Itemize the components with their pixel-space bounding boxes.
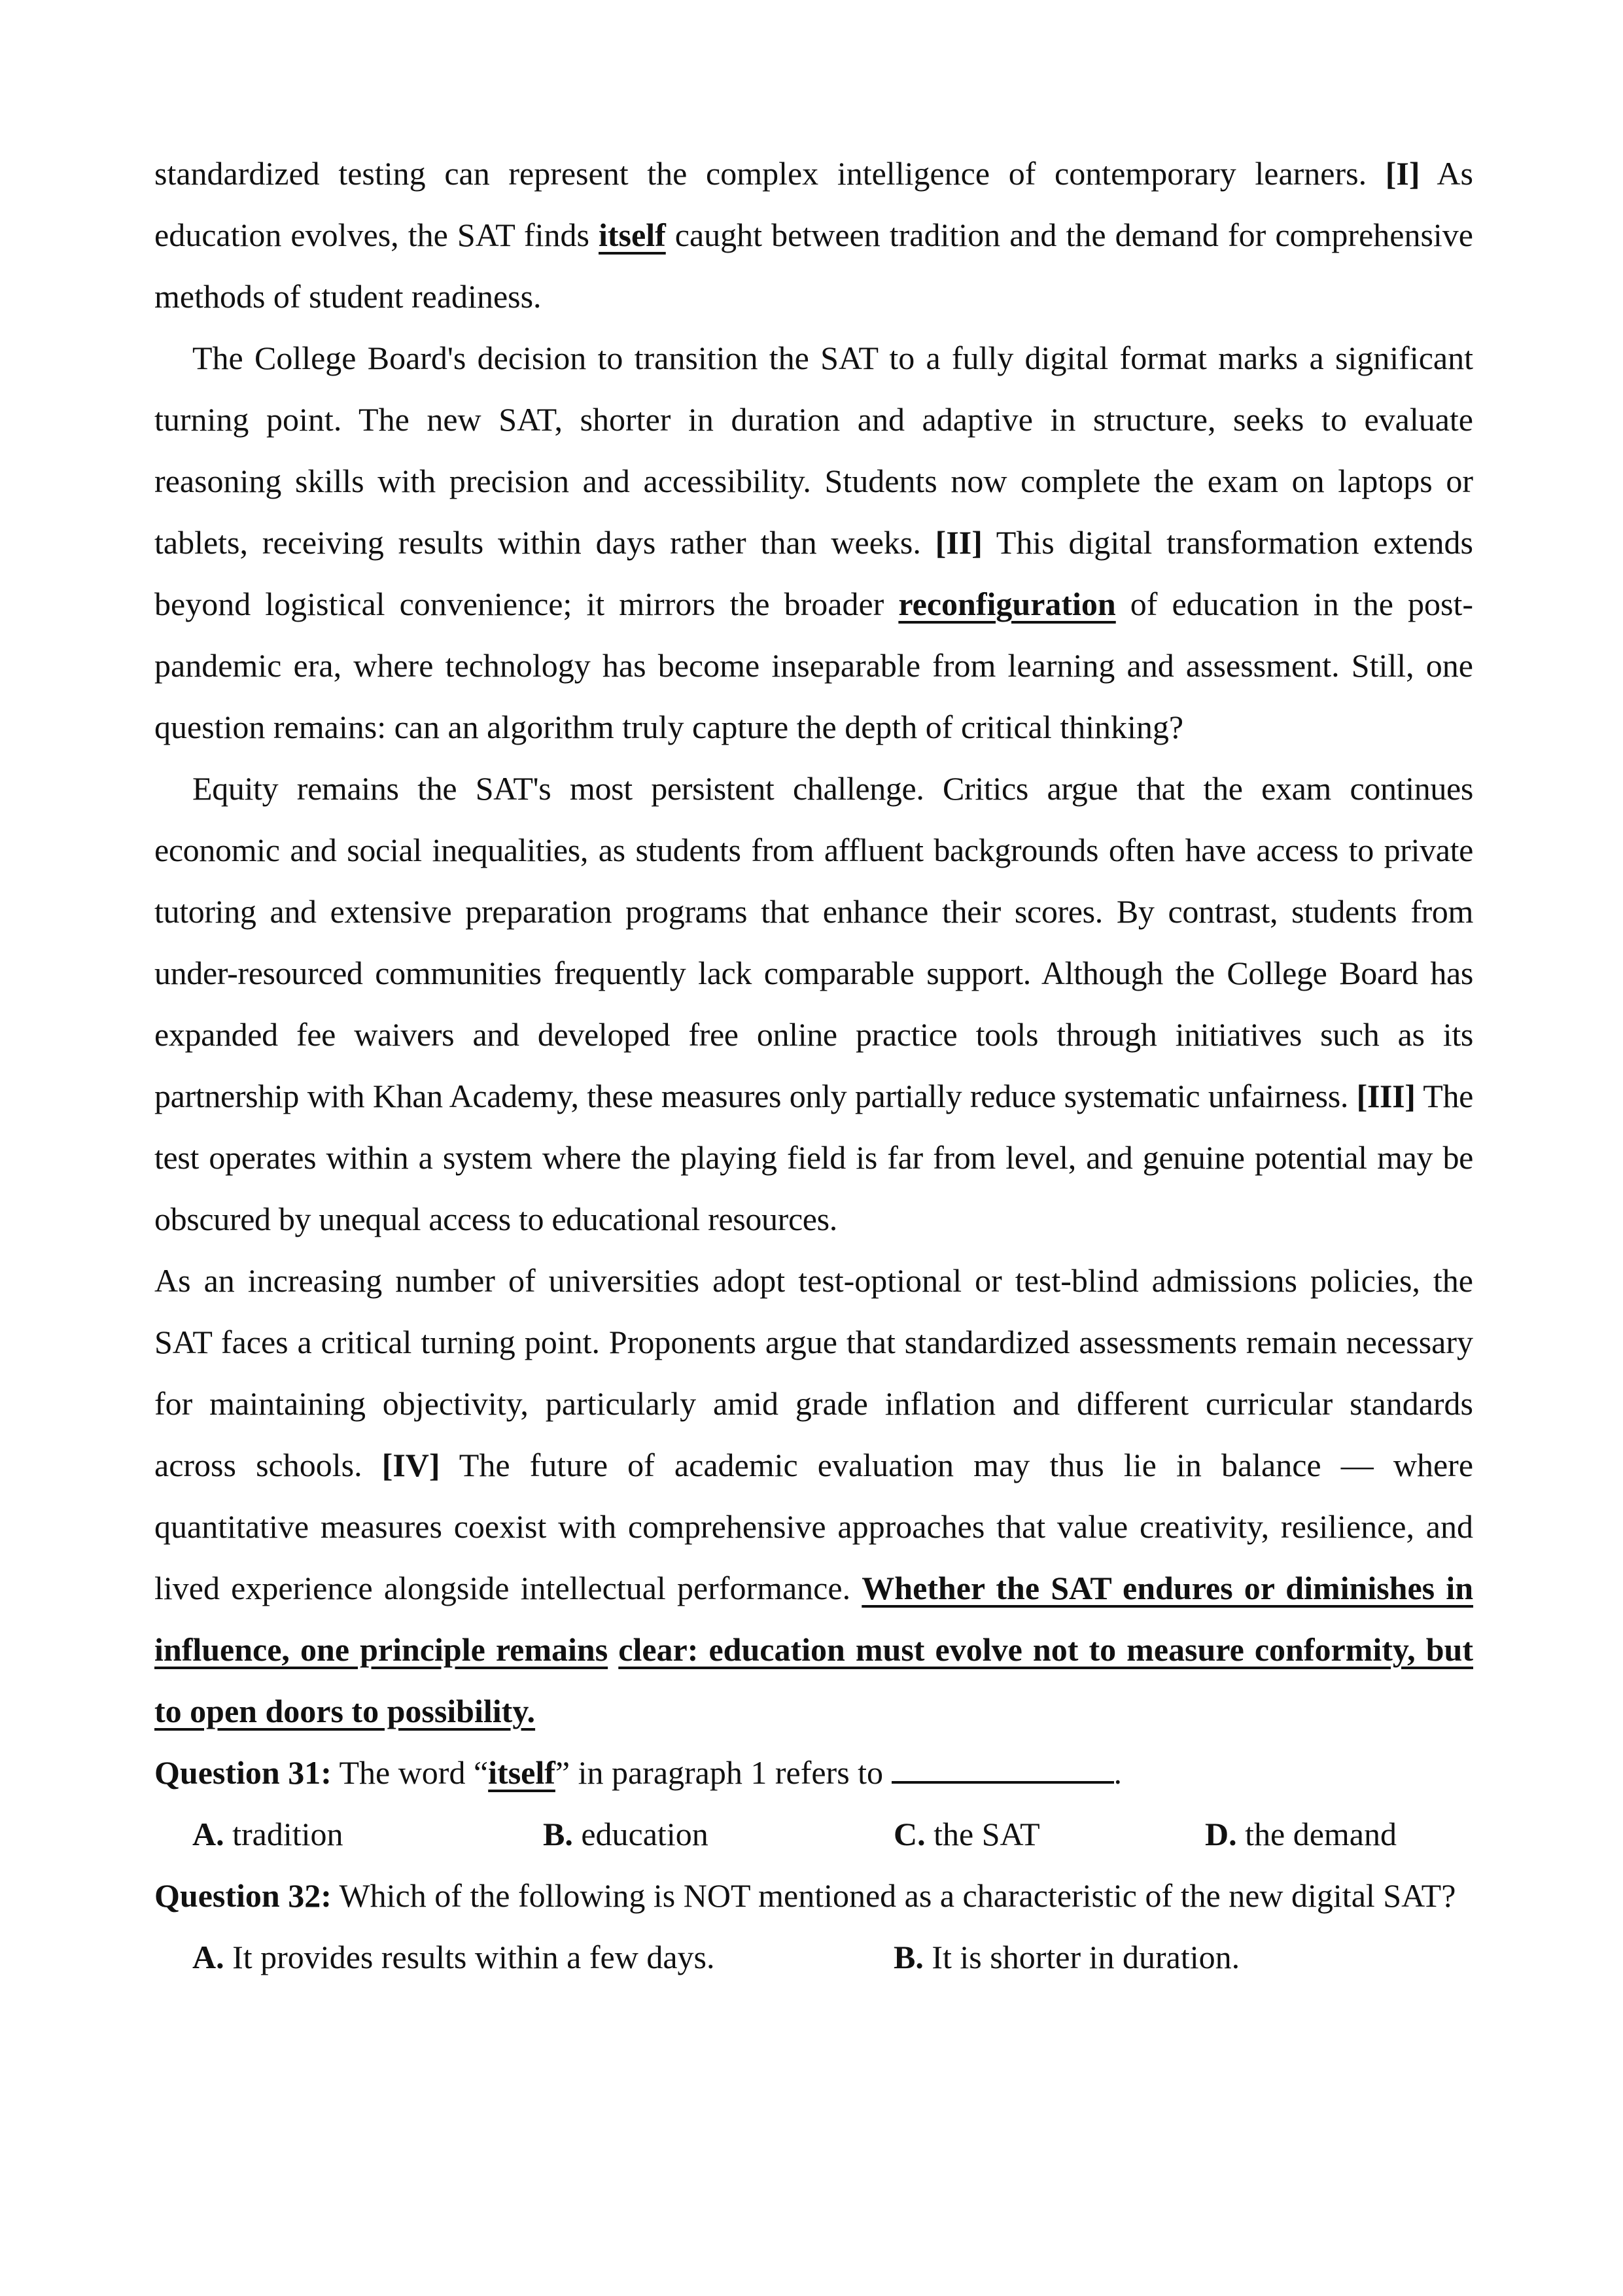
option-31-a[interactable]: [192, 1803, 343, 1865]
paragraph-4-text-a: As an increasing number of universities adopt test-optional or test-blind admissions policies, the SAT faces a critical turning point. Proponents argue that standardized assessments remain necessary for maintaining objectivity, particularly amid grade inflation and different curricular standards across schools.: [154, 1262, 1473, 1483]
option-31-d[interactable]: [1205, 1803, 1397, 1865]
option-text: education: [572, 1816, 708, 1852]
question-31-label: Question 31:: [154, 1754, 332, 1791]
highlight-gap: [608, 1631, 618, 1668]
option-letter: B.: [894, 1939, 924, 1975]
marker-i: [I]: [1385, 155, 1420, 192]
question-32-label: Question 32:: [154, 1877, 332, 1914]
paragraph-1-text-a: standardized testing can represent the complex intelligence of contemporary learners.: [154, 155, 1386, 192]
keyword-reconfiguration: reconfiguration: [898, 586, 1116, 622]
question-31-text-a: The word “: [331, 1754, 489, 1791]
option-31-b[interactable]: [543, 1803, 708, 1865]
option-text: It is shorter in duration.: [923, 1939, 1240, 1975]
option-31-c[interactable]: [894, 1803, 1040, 1865]
question-31-text-c: .: [1113, 1754, 1123, 1791]
paragraph-2-text-c: of education in the post-pandemic era, where technology has become inseparable from learning and assessment. Still, one question remains: can an algorithm truly capture the depth of critical thinking?: [154, 586, 1473, 745]
paragraph-2-text-b: This digital transformation extends beyond logistical convenience; it mirrors the broader: [154, 524, 1474, 622]
question-32-text: Which of the following is NOT mentioned as a characteristic of the new digital SAT?: [331, 1877, 1456, 1914]
option-letter: D.: [1205, 1816, 1237, 1852]
paragraph-2-text-a: The College Board's decision to transition the SAT to a fully digital format marks a significant turning point. The new SAT, shorter in duration and adaptive in structure, seeks to evaluate reasoning skills with precision and accessibility. Students now complete the exam on laptops or tablets, receiving results within days rather than weeks.: [154, 340, 1473, 561]
question-31: [154, 1742, 1473, 1803]
marker-ii: [II]: [935, 524, 983, 561]
document-page: [154, 143, 1473, 1988]
highlight-sentence-part-1: Whether the SAT endures or diminishes in influence, one principle remains: [154, 1570, 1474, 1668]
option-letter: C.: [894, 1816, 926, 1852]
option-32-a[interactable]: [192, 1926, 714, 1988]
question-32-options: [154, 1926, 1473, 1988]
keyword-itself: itself: [599, 217, 666, 253]
option-letter: A.: [192, 1816, 224, 1852]
question-31-options: [154, 1803, 1473, 1865]
paragraph-1-text-c: caught between tradition and the demand for comprehensive methods of student readiness.: [154, 217, 1473, 315]
option-text: It provides results within a few days.: [224, 1939, 715, 1975]
highlight-sentence-part-2: clear: education must evolve not to measure conformity, but to open doors to possibility.: [154, 1631, 1473, 1729]
answer-blank: [892, 1755, 1114, 1784]
paragraph-1: [154, 143, 1473, 327]
option-letter: B.: [543, 1816, 573, 1852]
paragraph-4-text-b: The future of academic evaluation may thus lie in balance — where quantitative measures coexist with comprehensive approaches that value creativity, resilience, and lived experience alongside intellectual performance.: [154, 1447, 1474, 1606]
option-text: the SAT: [925, 1816, 1040, 1852]
paragraph-3-text-b: The test operates within a system where the playing field is far from level, and genuine potential may be obscured by unequal access to educational resources.: [154, 1078, 1473, 1237]
option-text: the demand: [1236, 1816, 1397, 1852]
paragraph-2: [154, 327, 1473, 758]
paragraph-1-text-b: As education evolves, the SAT finds: [154, 155, 1474, 253]
paragraph-3-text-a: Equity remains the SAT's most persistent challenge. Critics argue that the exam continues economic and social inequalities, as students from affluent backgrounds often have access to private tutoring and extensive preparation programs that enhance their scores. By contrast, students from under-resourced communities frequently lack comparable support. Although the College Board has expanded fee waivers and developed free online practice tools through initiatives such as its partnership with Khan Academy, these measures only partially reduce systematic unfairness.: [154, 770, 1473, 1114]
marker-iv: [IV]: [381, 1447, 440, 1483]
marker-iii: [III]: [1356, 1078, 1416, 1114]
question-32: [154, 1865, 1473, 1926]
question-31-keyword: itself: [488, 1754, 555, 1791]
option-32-b[interactable]: [894, 1926, 1240, 1988]
option-letter: A.: [192, 1939, 224, 1975]
paragraph-3: [154, 758, 1473, 1250]
paragraph-4: [154, 1250, 1473, 1742]
option-text: tradition: [224, 1816, 343, 1852]
question-31-text-b: ” in paragraph 1 refers to: [555, 1754, 892, 1791]
